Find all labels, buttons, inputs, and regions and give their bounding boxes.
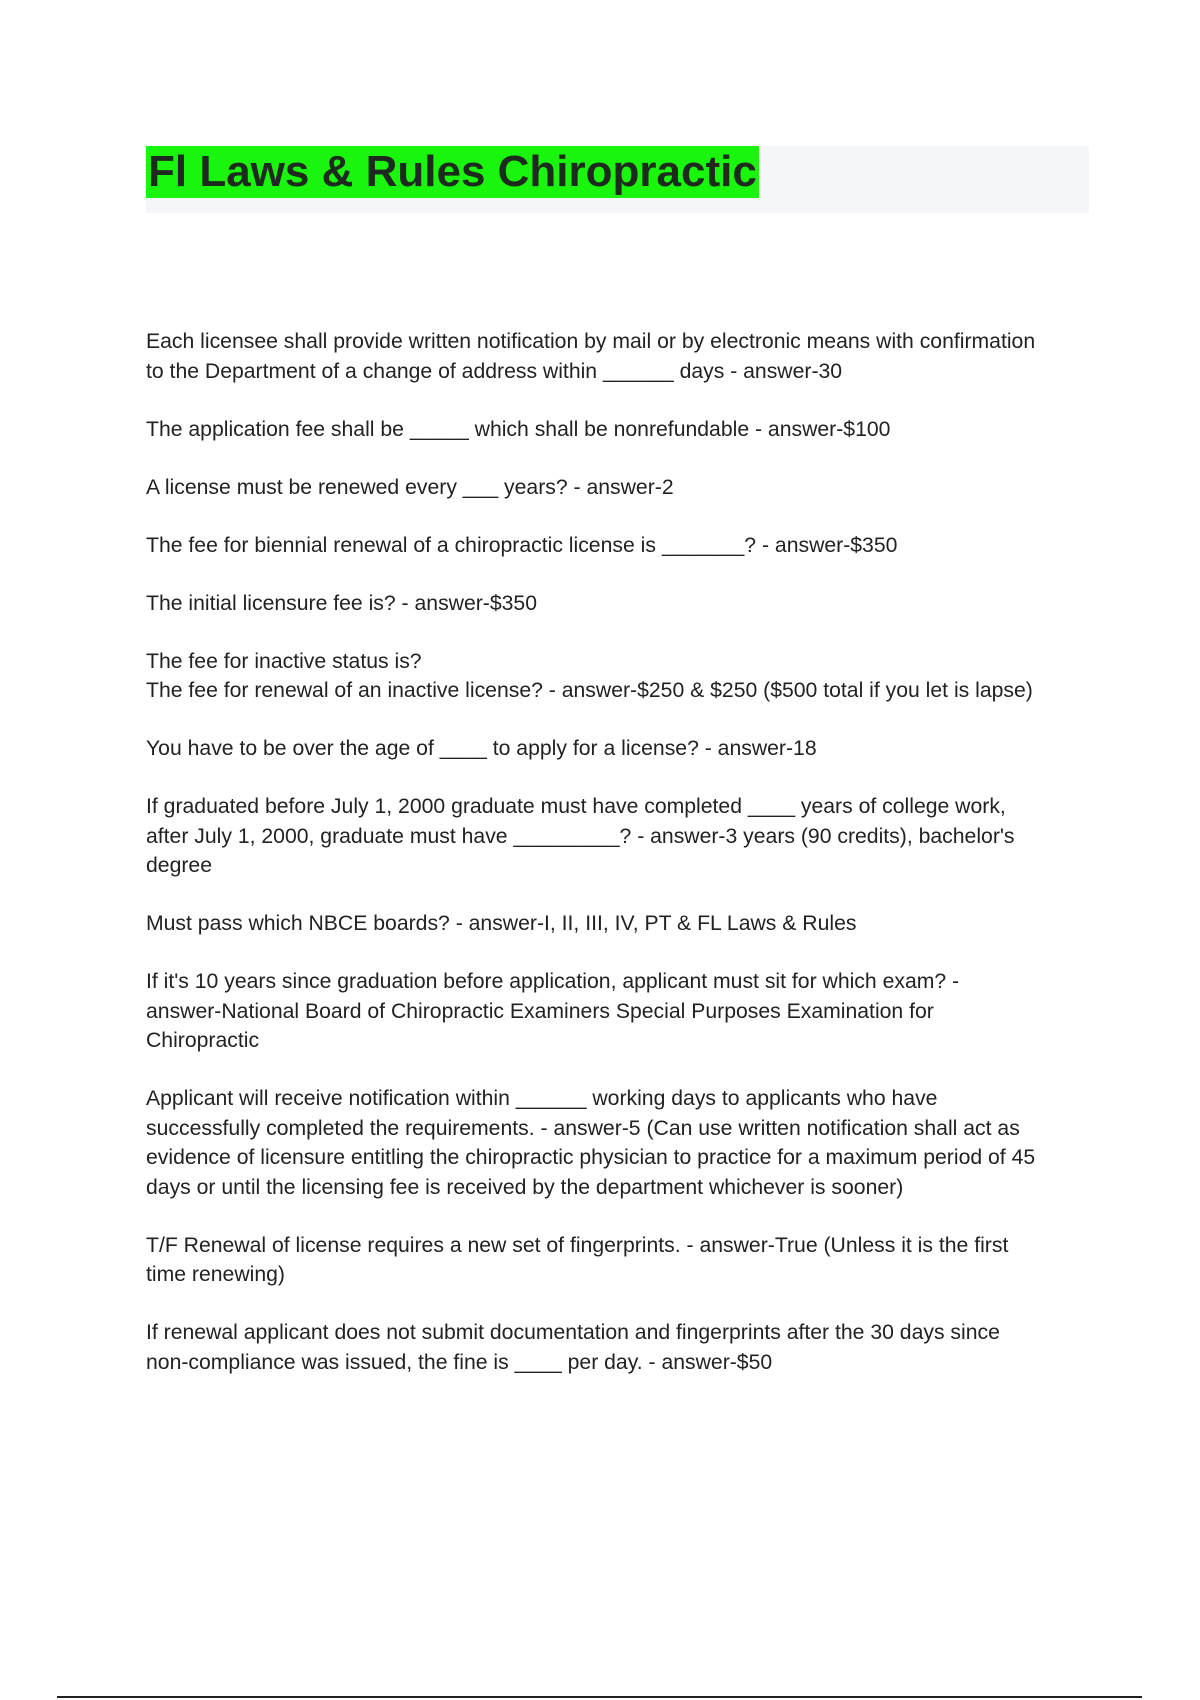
qa-item: T/F Renewal of license requires a new set of fingerprints. - answer-True (Unless it is the first time renewing) [146, 1233, 1009, 1286]
footer-divider [57, 1696, 1142, 1698]
qa-item: If renewal applicant does not submit documentation and fingerprints after the 30 days since non-compliance was issued, the fine is ____ per day. - answer-$50 [146, 1321, 1000, 1374]
qa-item: Applicant will receive notification within ______ working days to applicants who have successfully completed the requirements. - answer-5 (Can use written notification shall act as evidence of licensure entitling the chiropractic physician to practice for a maximum period of 45 days or until the licensing fee is received by the department whichever is sooner) [146, 1087, 1036, 1199]
qa-item: The initial licensure fee is? - answer-$350 [146, 591, 537, 615]
qa-item: If graduated before July 1, 2000 graduate must have completed ____ years of college work, after July 1, 2000, graduate must have _________? - answer-3 years (90 credits), bachelor's degree [146, 795, 1015, 877]
qa-item: The fee for biennial renewal of a chiropractic license is _______? - answer-$350 [146, 533, 898, 557]
qa-list [146, 327, 1091, 1406]
qa-item: A license must be renewed every ___ years? - answer-2 [146, 475, 674, 499]
document-title: Fl Laws & Rules Chiropractic [148, 147, 757, 196]
qa-item: The application fee shall be _____ which shall be nonrefundable - answer-$100 [146, 417, 891, 441]
qa-item: If it's 10 years since graduation before application, applicant must sit for which exam? - answer-National Board of Chiropractic Examiners Special Purposes Examination for Chiropractic [146, 970, 960, 1052]
qa-item: Must pass which NBCE boards? - answer-I, II, III, IV, PT & FL Laws & Rules [146, 912, 857, 935]
qa-item: You have to be over the age of ____ to apply for a license? - answer-18 [146, 737, 817, 760]
qa-item: Each licensee shall provide written notification by mail or by electronic means with confirmation to the Department of a change of address within ______ days - answer-30 [146, 330, 1036, 383]
qa-item: The fee for inactive status is? The fee for renewal of an inactive license? - answer-$250 & $250 ($500 total if you let is lapse) [146, 649, 1033, 702]
